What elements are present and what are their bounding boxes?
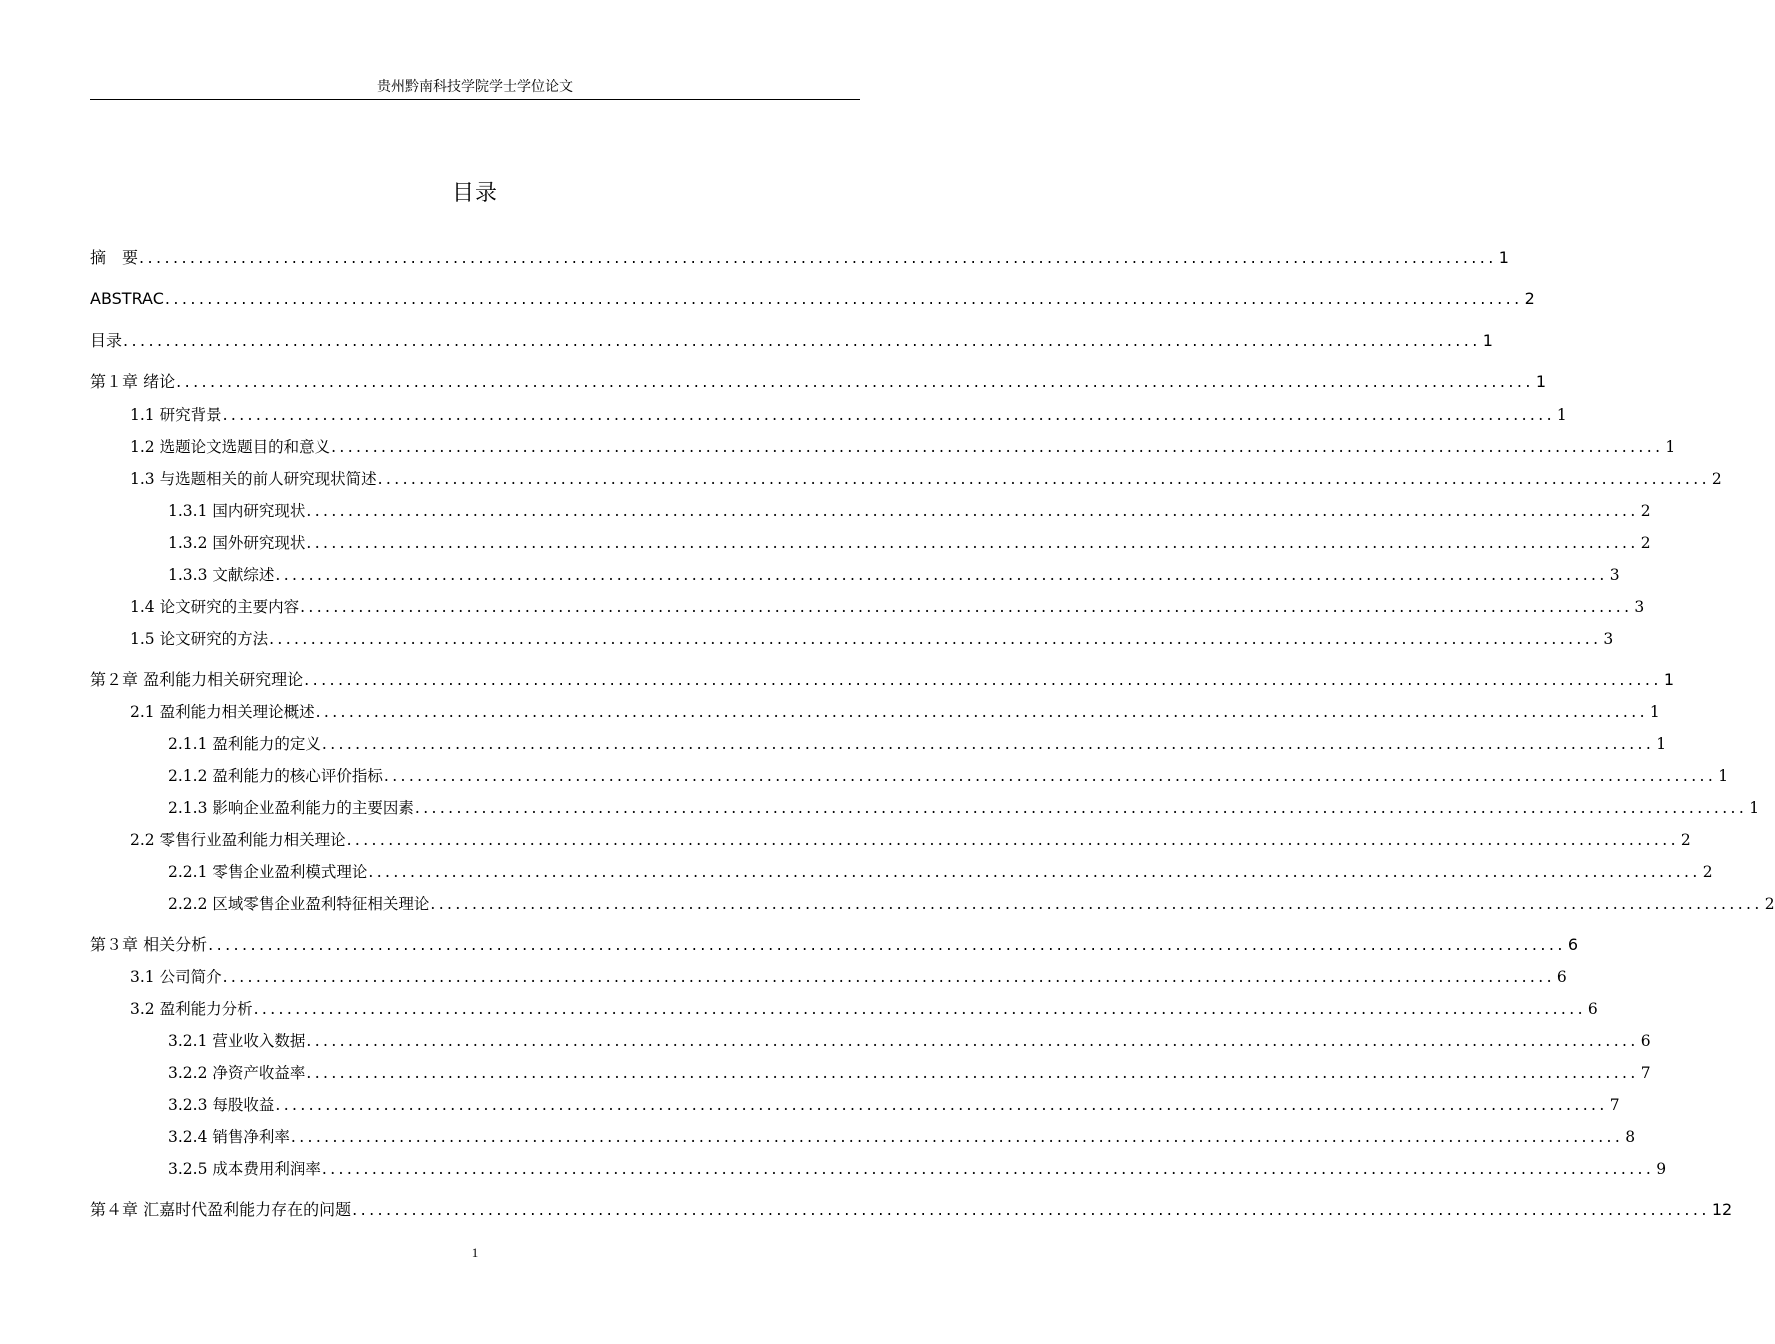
toc-entry-title: 2.1.2 盈利能力的核心评价指标 <box>168 767 383 785</box>
toc-entry-title: 1.3.1 国内研究现状 <box>168 502 306 520</box>
dot-leader: ................................................................................................................................................................ <box>222 406 1555 424</box>
toc-entry-page: 2 <box>1702 863 1713 881</box>
dot-leader: ................................................................................................................................................................ <box>315 703 1648 721</box>
toc-entry-page: 1 <box>1718 767 1729 785</box>
toc-entry-title: 1.1 研究背景 <box>130 406 222 424</box>
toc-entry-page: 1 <box>1556 406 1567 424</box>
toc-entry-title: 2.2.2 区域零售企业盈利特征相关理论 <box>168 895 430 913</box>
toc-entry[interactable] <box>90 1198 1733 1222</box>
toc-entry-title: 3.2.1 营业收入数据 <box>168 1032 306 1050</box>
toc-entry[interactable] <box>130 700 1660 724</box>
toc-entry-title: 2.1 盈利能力相关理论概述 <box>130 703 315 721</box>
toc-entry[interactable] <box>90 933 1579 957</box>
dot-leader: ................................................................................................................................................................ <box>331 438 1664 456</box>
dot-leader: ................................................................................................................................................................ <box>222 968 1555 986</box>
dot-leader: ................................................................................................................................................................ <box>300 598 1633 616</box>
toc-entry[interactable] <box>168 1061 1651 1085</box>
toc-entry-title: 3.1 公司简介 <box>130 968 222 986</box>
toc-entry-title: 2.1.1 盈利能力的定义 <box>168 735 321 753</box>
toc-entry-page: 3 <box>1603 630 1614 648</box>
dot-leader: ................................................................................................................................................................ <box>208 935 1566 954</box>
dot-leader: ................................................................................................................................................................ <box>377 470 1710 488</box>
dot-leader: ................................................................................................................................................................ <box>321 735 1655 753</box>
dot-leader: ................................................................................................................................................................ <box>383 767 1717 785</box>
toc-entry[interactable] <box>168 1125 1636 1149</box>
toc-entry[interactable] <box>130 828 1691 852</box>
dot-leader: ................................................................................................................................................................ <box>269 630 1602 648</box>
toc-entry-title: ABSTRAC <box>90 289 164 308</box>
toc-title: 目录 <box>451 181 498 206</box>
toc-entry-title: 1.3.2 国外研究现状 <box>168 534 306 552</box>
toc-entry[interactable] <box>168 764 1729 788</box>
toc-entry-page: 8 <box>1625 1128 1636 1146</box>
toc-entry[interactable] <box>168 531 1651 555</box>
dot-leader: ................................................................................................................................................................ <box>306 502 1639 520</box>
toc-entry[interactable] <box>168 1157 1667 1181</box>
toc-entry-title: 1.2 选题论文选题目的和意义 <box>130 438 331 456</box>
dot-leader: ................................................................................................................................................................ <box>290 1128 1624 1146</box>
toc-entry[interactable] <box>168 1029 1651 1053</box>
toc-entry-page: 6 <box>1640 1032 1651 1050</box>
toc-entry[interactable] <box>168 1093 1620 1117</box>
toc-entry-title: 2.2.1 零售企业盈利模式理论 <box>168 863 368 881</box>
dot-leader: ................................................................................................................................................................ <box>321 1160 1655 1178</box>
toc-entry-title: 2.2 零售行业盈利能力相关理论 <box>130 831 346 849</box>
toc-entry-page: 7 <box>1640 1064 1651 1082</box>
dot-leader: ................................................................................................................................................................ <box>414 799 1748 817</box>
toc-entry-page: 1 <box>1535 372 1547 391</box>
dot-leader: ................................................................................................................................................................ <box>139 248 1497 267</box>
toc-entry[interactable] <box>168 499 1651 523</box>
toc-entry[interactable] <box>130 403 1567 427</box>
dot-leader: ................................................................................................................................................................ <box>275 566 1608 584</box>
toc-entry-title: 第４章 汇嘉时代盈利能力存在的问题 <box>90 1200 352 1219</box>
toc-entry-title: 3.2.5 成本费用利润率 <box>168 1160 321 1178</box>
toc-entry[interactable] <box>90 246 1509 270</box>
toc-entry[interactable] <box>130 595 1645 619</box>
toc-entry-page: 2 <box>1680 831 1691 849</box>
toc-entry-page: 1 <box>1665 438 1676 456</box>
page-number: 1 <box>471 1245 479 1260</box>
toc-entry-title: 目录 <box>90 331 123 350</box>
toc-entry-title: 1.4 论文研究的主要内容 <box>130 598 300 616</box>
toc-entry-page: 1 <box>1663 670 1675 689</box>
dot-leader: ................................................................................................................................................................ <box>306 534 1639 552</box>
dot-leader: ................................................................................................................................................................ <box>306 1064 1639 1082</box>
dot-leader: ................................................................................................................................................................ <box>430 895 1763 913</box>
toc-entry-page: 3 <box>1609 566 1620 584</box>
dot-leader: ................................................................................................................................................................ <box>176 372 1534 391</box>
dot-leader: ................................................................................................................................................................ <box>253 1000 1586 1018</box>
toc-entry[interactable] <box>130 627 1614 651</box>
toc-entry[interactable] <box>90 329 1493 353</box>
toc-entry-title: 第２章 盈利能力相关研究理论 <box>90 670 304 689</box>
toc-entry-page: 2 <box>1711 470 1722 488</box>
toc-entry-page: 6 <box>1567 935 1579 954</box>
toc-entry-page: 2 <box>1524 289 1535 308</box>
toc-entry[interactable] <box>168 892 1775 916</box>
dot-leader: ................................................................................................................................................................ <box>368 863 1701 881</box>
toc-entry-title: 1.5 论文研究的方法 <box>130 630 269 648</box>
toc-entry-page: 7 <box>1609 1096 1620 1114</box>
toc-entry-page: 9 <box>1656 1160 1667 1178</box>
dot-leader: ................................................................................................................................................................ <box>304 670 1662 689</box>
toc-entry-page: 3 <box>1634 598 1645 616</box>
toc-entry-title: 2.1.3 影响企业盈利能力的主要因素 <box>168 799 414 817</box>
dot-leader: ................................................................................................................................................................ <box>123 331 1481 350</box>
toc-entry-page: 1 <box>1498 248 1509 267</box>
toc-entry[interactable] <box>168 732 1667 756</box>
toc-entry-page: 1 <box>1656 735 1667 753</box>
dot-leader: ................................................................................................................................................................ <box>352 1200 1710 1219</box>
toc-entry[interactable] <box>168 796 1760 820</box>
dot-leader: ................................................................................................................................................................ <box>306 1032 1639 1050</box>
toc-entry-page: 1 <box>1482 331 1493 350</box>
dot-leader: ................................................................................................................................................................ <box>346 831 1679 849</box>
toc-entry[interactable] <box>90 370 1547 394</box>
toc-entry[interactable] <box>90 668 1675 692</box>
toc-entry-title: 第３章 相关分析 <box>90 935 208 954</box>
toc-entry[interactable] <box>168 860 1713 884</box>
dot-leader: ................................................................................................................................................................ <box>164 289 1523 308</box>
toc-entry-page: 2 <box>1640 502 1651 520</box>
toc-entry[interactable] <box>130 435 1676 459</box>
toc-entry-page: 6 <box>1587 1000 1598 1018</box>
toc-entry-title: 第１章 绪论 <box>90 372 176 391</box>
toc-entry[interactable] <box>130 997 1598 1021</box>
toc-entry-title: 摘 要 <box>90 248 139 267</box>
toc-entry-title: 3.2 盈利能力分析 <box>130 1000 253 1018</box>
toc-entry-page: 2 <box>1764 895 1775 913</box>
toc-entry[interactable] <box>130 965 1567 989</box>
toc-entry-title: 3.2.4 销售净利率 <box>168 1128 290 1146</box>
toc-entry-page: 2 <box>1640 534 1651 552</box>
toc-entry[interactable] <box>168 563 1620 587</box>
toc-entry-page: 12 <box>1711 1200 1733 1219</box>
toc-entry-page: 1 <box>1649 703 1660 721</box>
running-header: 贵州黔南科技学院学士学位论文 <box>377 79 573 95</box>
toc-entry-title: 1.3.3 文献综述 <box>168 566 275 584</box>
toc-entry-title: 3.2.3 每股收益 <box>168 1096 275 1114</box>
toc-entry-page: 6 <box>1556 968 1567 986</box>
toc-entry[interactable] <box>130 467 1722 491</box>
toc-entry-page: 1 <box>1749 799 1760 817</box>
toc-entry-title: 1.3 与选题相关的前人研究现状简述 <box>130 470 377 488</box>
toc-entry[interactable] <box>90 287 1535 311</box>
dot-leader: ................................................................................................................................................................ <box>275 1096 1608 1114</box>
toc-entry-title: 3.2.2 净资产收益率 <box>168 1064 306 1082</box>
